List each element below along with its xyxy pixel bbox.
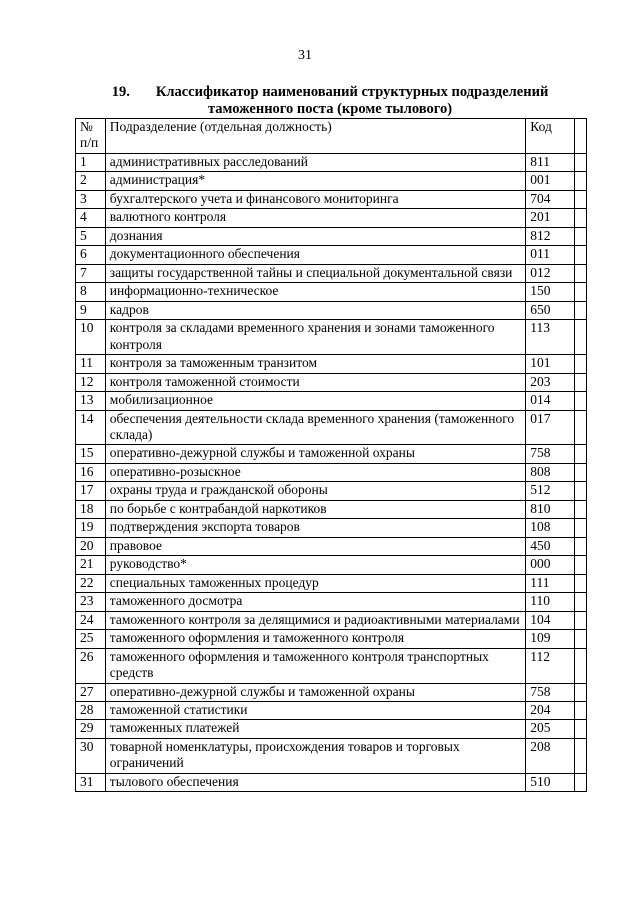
row-code: 808: [526, 463, 575, 481]
row-department: оперативно-дежурной службы и таможенной охраны: [105, 683, 526, 701]
row-code: 104: [526, 611, 575, 629]
row-extra: [575, 320, 587, 355]
table-row: [76, 153, 587, 171]
row-department: бухгалтерского учета и финансового мониторинга: [105, 190, 526, 208]
row-number: 21: [76, 556, 106, 574]
table-header-row: [76, 119, 587, 154]
row-number: 17: [76, 482, 106, 500]
row-number: 1: [76, 153, 106, 171]
row-extra: [575, 209, 587, 227]
row-code: 203: [526, 373, 575, 391]
row-number: 24: [76, 611, 106, 629]
row-department: правовое: [105, 537, 526, 555]
row-department: товарной номенклатуры, происхождения товаров и торговых ограничений: [105, 738, 526, 773]
row-department: по борьбе с контрабандой наркотиков: [105, 500, 526, 518]
row-extra: [575, 153, 587, 171]
row-department: таможенной статистики: [105, 702, 526, 720]
row-code: 108: [526, 519, 575, 537]
row-number: 30: [76, 738, 106, 773]
row-department: таможенного контроля за делящимися и радиоактивными материалами: [105, 611, 526, 629]
row-department: подтверждения экспорта товаров: [105, 519, 526, 537]
table-row: [76, 773, 587, 791]
row-number: 9: [76, 301, 106, 319]
row-code: 510: [526, 773, 575, 791]
row-department: руководство*: [105, 556, 526, 574]
row-department: мобилизационное: [105, 392, 526, 410]
table-row: [76, 301, 587, 319]
row-department: документационного обеспечения: [105, 246, 526, 264]
row-code: 014: [526, 392, 575, 410]
column-header-num: [76, 119, 106, 154]
row-code: 450: [526, 537, 575, 555]
row-number: 23: [76, 593, 106, 611]
row-number: 3: [76, 190, 106, 208]
table-row: [76, 482, 587, 500]
row-extra: [575, 611, 587, 629]
table-row: [76, 246, 587, 264]
row-number: 29: [76, 720, 106, 738]
row-department: контроля за таможенным транзитом: [105, 355, 526, 373]
row-department: дознания: [105, 227, 526, 245]
row-extra: [575, 355, 587, 373]
table-row: [76, 702, 587, 720]
row-extra: [575, 738, 587, 773]
row-number: 25: [76, 630, 106, 648]
table-row: [76, 720, 587, 738]
table-row: [76, 373, 587, 391]
column-header-num-line2: п/п: [80, 135, 99, 151]
row-code: 011: [526, 246, 575, 264]
table-row: [76, 227, 587, 245]
table-row: [76, 172, 587, 190]
row-extra: [575, 630, 587, 648]
row-extra: [575, 172, 587, 190]
row-extra: [575, 683, 587, 701]
table-body: [76, 153, 587, 791]
row-number: 5: [76, 227, 106, 245]
row-extra: [575, 463, 587, 481]
table-row: [76, 392, 587, 410]
section-title-line2: таможенного поста (кроме тылового): [207, 101, 453, 118]
row-department: охраны труда и гражданской обороны: [105, 482, 526, 500]
row-extra: [575, 773, 587, 791]
row-department: администрация*: [105, 172, 526, 190]
row-code: 101: [526, 355, 575, 373]
row-number: 13: [76, 392, 106, 410]
table-row: [76, 320, 587, 355]
row-code: 012: [526, 264, 575, 282]
table-row: [76, 355, 587, 373]
table-row: [76, 463, 587, 481]
table-row: [76, 574, 587, 592]
row-number: 14: [76, 410, 106, 445]
row-code: 112: [526, 648, 575, 683]
row-number: 16: [76, 463, 106, 481]
row-department: таможенного оформления и таможенного контроля: [105, 630, 526, 648]
row-extra: [575, 445, 587, 463]
row-department: контроля таможенной стоимости: [105, 373, 526, 391]
row-extra: [575, 264, 587, 282]
row-code: 758: [526, 445, 575, 463]
row-extra: [575, 702, 587, 720]
row-code: 109: [526, 630, 575, 648]
table-row: [76, 593, 587, 611]
row-code: 810: [526, 500, 575, 518]
section-title-line1: Классификатор наименований структурных подразделений: [155, 84, 549, 100]
row-code: 110: [526, 593, 575, 611]
row-department: контроля за складами временного хранения и зонами таможенного контроля: [105, 320, 526, 355]
table-row: [76, 611, 587, 629]
row-code: 208: [526, 738, 575, 773]
row-extra: [575, 648, 587, 683]
row-number: 11: [76, 355, 106, 373]
row-number: 19: [76, 519, 106, 537]
table-row: [76, 537, 587, 555]
row-number: 15: [76, 445, 106, 463]
row-extra: [575, 373, 587, 391]
row-code: 512: [526, 482, 575, 500]
row-code: 017: [526, 410, 575, 445]
row-extra: [575, 537, 587, 555]
row-code: 000: [526, 556, 575, 574]
table-row: [76, 556, 587, 574]
table-row: [76, 630, 587, 648]
row-extra: [575, 556, 587, 574]
row-number: 8: [76, 283, 106, 301]
row-extra: [575, 301, 587, 319]
column-header-extra: [575, 119, 587, 154]
column-header-code: Код: [526, 119, 575, 154]
row-extra: [575, 720, 587, 738]
row-department: защиты государственной тайны и специальной документальной связи: [105, 264, 526, 282]
table-row: [76, 190, 587, 208]
row-code: 111: [526, 574, 575, 592]
row-number: 20: [76, 537, 106, 555]
row-code: 704: [526, 190, 575, 208]
row-code: 113: [526, 320, 575, 355]
row-number: 4: [76, 209, 106, 227]
table-row: [76, 445, 587, 463]
table-row: [76, 283, 587, 301]
column-header-num-line1: №: [80, 119, 93, 134]
section-number: 19.: [111, 84, 130, 100]
row-department: кадров: [105, 301, 526, 319]
row-code: 001: [526, 172, 575, 190]
row-code: 758: [526, 683, 575, 701]
row-extra: [575, 283, 587, 301]
row-department: таможенного оформления и таможенного контроля транспортных средств: [105, 648, 526, 683]
row-number: 6: [76, 246, 106, 264]
column-header-name: Подразделение (отдельная должность): [105, 119, 526, 154]
table-row: [76, 209, 587, 227]
row-number: 12: [76, 373, 106, 391]
row-department: таможенного досмотра: [105, 593, 526, 611]
row-department: валютного контроля: [105, 209, 526, 227]
row-number: 28: [76, 702, 106, 720]
row-extra: [575, 574, 587, 592]
row-department: тылового обеспечения: [105, 773, 526, 791]
row-extra: [575, 482, 587, 500]
row-code: 811: [526, 153, 575, 171]
row-number: 26: [76, 648, 106, 683]
row-code: 201: [526, 209, 575, 227]
section-heading: [78, 84, 582, 118]
row-department: оперативно-розыскное: [105, 463, 526, 481]
table-row: [76, 500, 587, 518]
row-department: информационно-техническое: [105, 283, 526, 301]
table-row: [76, 410, 587, 445]
table-row: [76, 264, 587, 282]
row-extra: [575, 519, 587, 537]
row-extra: [575, 500, 587, 518]
row-number: 7: [76, 264, 106, 282]
row-code: 204: [526, 702, 575, 720]
row-number: 2: [76, 172, 106, 190]
classifier-table: [75, 118, 587, 792]
row-extra: [575, 593, 587, 611]
row-code: 650: [526, 301, 575, 319]
row-extra: [575, 410, 587, 445]
table-row: [76, 519, 587, 537]
row-extra: [575, 190, 587, 208]
row-number: 22: [76, 574, 106, 592]
row-code: 812: [526, 227, 575, 245]
row-number: 18: [76, 500, 106, 518]
row-extra: [575, 227, 587, 245]
row-department: административных расследований: [105, 153, 526, 171]
row-department: таможенных платежей: [105, 720, 526, 738]
row-department: оперативно-дежурной службы и таможенной охраны: [105, 445, 526, 463]
row-number: 27: [76, 683, 106, 701]
row-extra: [575, 246, 587, 264]
row-extra: [575, 392, 587, 410]
row-department: обеспечения деятельности склада временного хранения (таможенного склада): [105, 410, 526, 445]
row-code: 205: [526, 720, 575, 738]
row-number: 10: [76, 320, 106, 355]
table-row: [76, 683, 587, 701]
row-code: 150: [526, 283, 575, 301]
table-row: [76, 648, 587, 683]
page-number: 31: [298, 48, 312, 63]
table-row: [76, 738, 587, 773]
row-number: 31: [76, 773, 106, 791]
row-department: специальных таможенных процедур: [105, 574, 526, 592]
